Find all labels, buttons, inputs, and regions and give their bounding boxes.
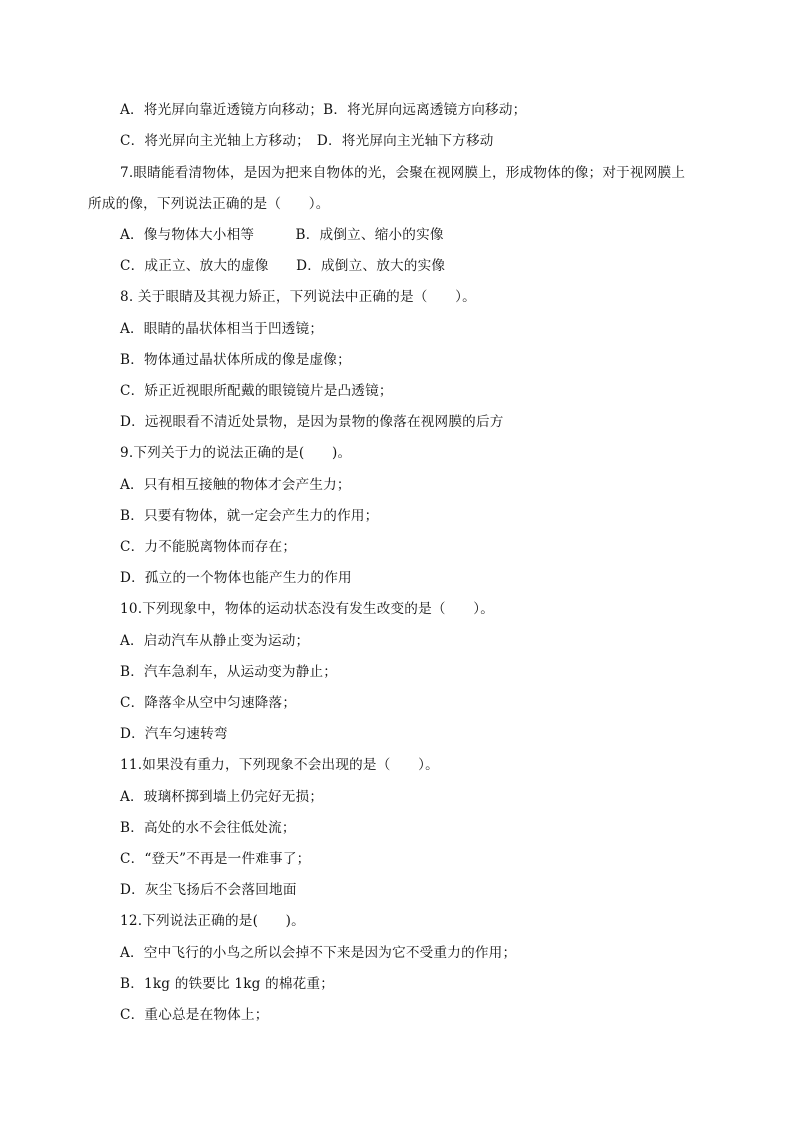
- option-line: A．像与物体大小相等 B．成倒立、缩小的实像: [120, 227, 444, 243]
- question-7-continued: 所成的像，下列说法正确的是（ ）。: [88, 196, 330, 212]
- option-line: B．1kg 的铁要比 1kg 的棉花重；: [120, 976, 335, 992]
- option-line: B．汽车急刹车，从运动变为静止；: [120, 664, 338, 680]
- option-line: B．只要有物体，就一定会产生力的作用；: [120, 508, 379, 524]
- option-line: A．启动汽车从静止变为运动；: [120, 633, 310, 649]
- option-line: B．物体通过晶状体所成的像是虚像；: [120, 352, 351, 368]
- option-line: D．远视眼看不清近处景物，是因为景物的像落在视网膜的后方: [120, 414, 504, 430]
- option-line: C．将光屏向主光轴上方移动； D．将光屏向主光轴下方移动: [120, 133, 494, 149]
- option-line: A．只有相互接触的物体才会产生力；: [120, 477, 351, 493]
- option-line: C．成正立、放大的虚像 D．成倒立、放大的实像: [120, 258, 446, 274]
- question-11: 11.如果没有重力，下列现象不会出现的是（ ）。: [120, 757, 439, 773]
- question-10: 10.下列现象中，物体的运动状态没有发生改变的是（ ）。: [120, 601, 495, 617]
- option-line: B．高处的水不会往低处流；: [120, 820, 296, 836]
- option-line: A．将光屏向靠近透镜方向移动；B．将光屏向远离透镜方向移动；: [120, 102, 527, 118]
- option-line: C．重心总是在物体上；: [120, 1007, 269, 1023]
- question-9: 9.下列关于力的说法正确的是( )。: [120, 445, 352, 461]
- option-line: C．降落伞从空中匀速降落；: [120, 695, 297, 711]
- option-line: C．“登天”不再是一件难事了；: [120, 851, 311, 867]
- question-7: 7.眼睛能看清物体，是因为把来自物体的光，会聚在视网膜上，形成物体的像；对于视网膜上: [120, 165, 686, 181]
- question-8: 8. 关于眼睛及其视力矫正，下列说法中正确的是（ ）。: [120, 289, 476, 305]
- option-line: A．玻璃杯掷到墙上仍完好无损；: [120, 789, 324, 805]
- question-12: 12.下列说法正确的是( )。: [120, 913, 305, 929]
- option-line: A．眼睛的晶状体相当于凹透镜；: [120, 321, 324, 337]
- option-line: D．汽车匀速转弯: [120, 726, 228, 742]
- option-line: D．灰尘飞扬后不会落回地面: [120, 882, 297, 898]
- option-line: C．力不能脱离物体而存在；: [120, 539, 297, 555]
- option-line: C．矫正近视眼所配戴的眼镜镜片是凸透镜；: [120, 383, 393, 399]
- option-line: D．孤立的一个物体也能产生力的作用: [120, 570, 352, 586]
- option-line: A．空中飞行的小鸟之所以会掉不下来是因为它不受重力的作用；: [120, 945, 517, 961]
